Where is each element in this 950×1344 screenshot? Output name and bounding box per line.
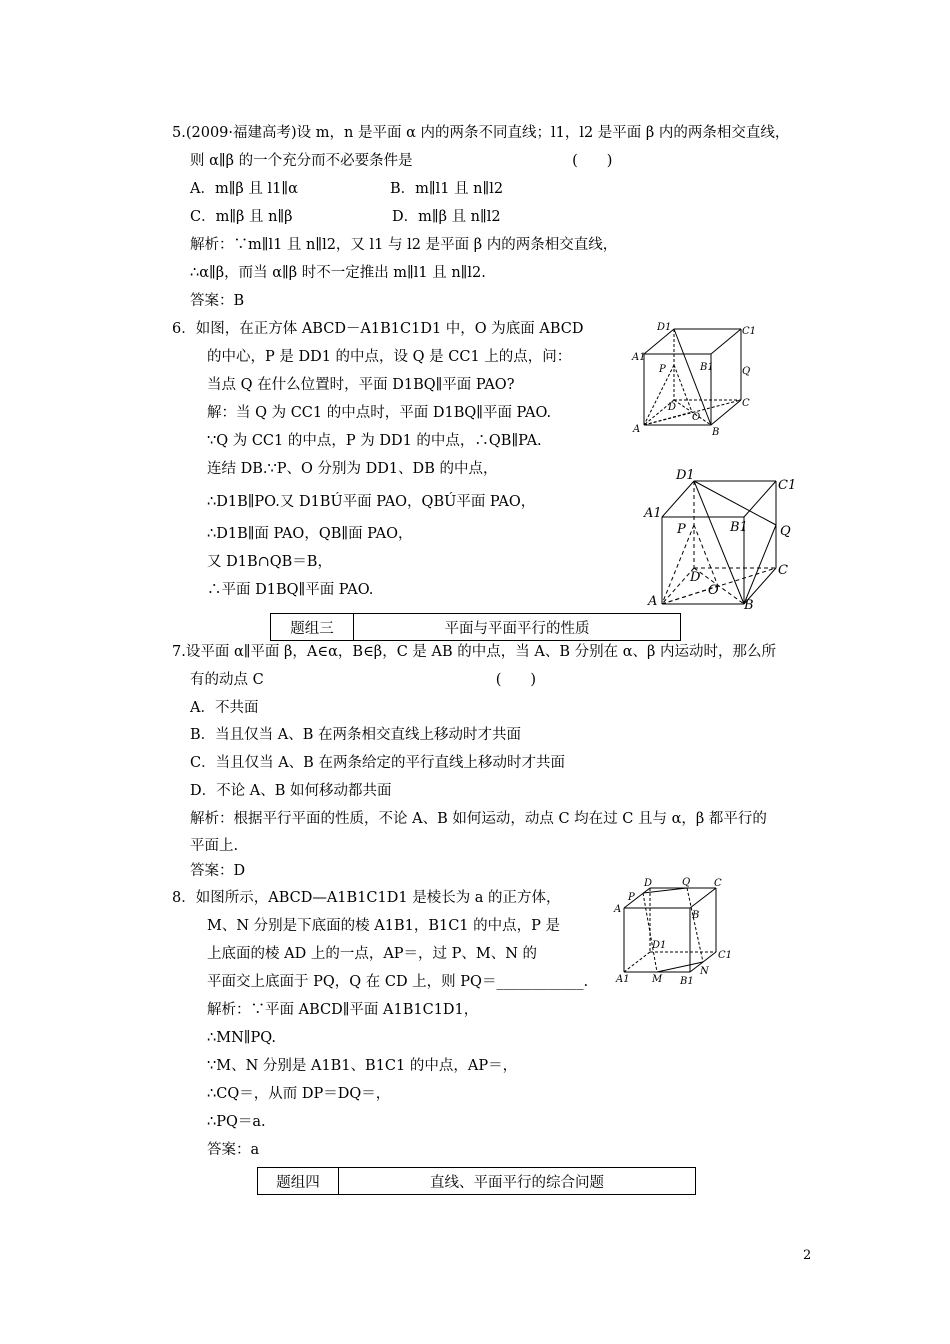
q8-line4: 平面交上底面于 PQ，Q 在 CD 上，则 PQ＝____________.	[207, 974, 589, 990]
fig1-label-a: A	[633, 424, 641, 435]
q7-option-d: D．不论 A、B 如何移动都共面	[190, 783, 392, 799]
fig2-label-b: B	[744, 598, 754, 613]
q8-analysis-1: 解析：∵平面 ABCD∥平面 A1B1C1D1，	[207, 1002, 479, 1018]
q8-answer: 答案：a	[207, 1142, 260, 1158]
fig1-label-b: B	[712, 427, 720, 438]
fig1-label-d1: D1	[657, 322, 672, 333]
section-title: 直线、平面平行的综合问题	[430, 1174, 604, 1191]
fig3-label-c: C	[714, 878, 722, 889]
fig2-label-d1: D1	[676, 468, 695, 483]
fig1-label-c1: C1	[742, 326, 757, 337]
q7-line1: 7.设平面 α∥平面 β，A∈α，B∈β，C 是 AB 的中点，当 A、B 分别在 α、β 内运动时，那么所	[172, 644, 776, 660]
q7-option-b: B．当且仅当 A、B 在两条相交直线上移动时才共面	[190, 727, 521, 743]
q6-line2: 的中心，P 是 DD1 的中点，设 Q 是 CC1 上的点，问：	[207, 349, 572, 365]
q6-solution-6: 又 D1B∩QB＝B，	[207, 554, 332, 570]
q6-line1: 6．如图，在正方体 ABCD－A1B1C1D1 中，O 为底面 ABCD	[172, 321, 584, 337]
fig1-label-b1: B1	[700, 362, 714, 373]
section-group-label: 题组四	[258, 1168, 339, 1194]
cube-figure-q8	[614, 876, 744, 986]
q8-line1: 8．如图所示，ABCD—A1B1C1D1 是棱长为 a 的正方体，	[172, 890, 561, 906]
fig3-label-d1: D1	[652, 940, 667, 951]
section-group-label: 题组三	[271, 614, 354, 640]
fig3-label-q: Q	[682, 877, 691, 888]
section-header-group3	[270, 613, 681, 641]
q7-option-a: A．不共面	[190, 700, 259, 716]
fig2-label-o: O	[708, 583, 719, 598]
fig3-label-m: M	[652, 974, 663, 985]
fig2-label-a: A	[648, 594, 658, 609]
q7-option-c: C．当且仅当 A、B 在两条给定的平行直线上移动时才共面	[190, 755, 565, 771]
q5-option-a: A．m∥β 且 l1∥α	[190, 181, 298, 197]
q7-analysis-2: 平面上.	[190, 838, 239, 854]
q5-option-d: D．m∥β 且 n∥l2	[392, 209, 501, 225]
fig1-label-p: P	[659, 364, 666, 375]
q8-analysis-3: ∵M、N 分别是 A1B1、B1C1 的中点，AP＝，	[207, 1058, 518, 1074]
q6-solution-3: 连结 DB.∵P、O 分别为 DD1、DB 的中点，	[207, 461, 498, 477]
fig2-label-q: Q	[780, 524, 791, 539]
q5-option-c: C．m∥β 且 n∥β	[190, 209, 293, 225]
fig3-label-c1: C1	[718, 950, 733, 961]
fig3-label-p: P	[628, 892, 635, 903]
page-number: 2	[803, 1248, 812, 1263]
fig1-label-q: Q	[742, 366, 751, 377]
fig3-label-n: N	[700, 966, 709, 977]
q5-analysis-2: ∴α∥β，而当 α∥β 时不一定推出 m∥l1 且 n∥l2.	[190, 265, 486, 281]
q6-solution-5: ∴D1B∥面 PAO，QB∥面 PAO，	[207, 526, 413, 542]
fig3-label-b: B	[692, 910, 700, 921]
q8-line3: 上底面的棱 AD 上的一点，AP＝，过 P、M、N 的	[207, 946, 538, 962]
fig2-label-d: D	[690, 570, 701, 585]
q7-answer: 答案：D	[190, 863, 246, 879]
q5-line2: 则 α∥β 的一个充分而不必要条件是 ( )	[190, 153, 613, 169]
section-header-group4	[257, 1167, 696, 1195]
q6-solution-2: ∵Q 为 CC1 的中点，P 为 DD1 的中点，∴QB∥PA.	[207, 433, 542, 449]
q8-line2: M、N 分别是下底面的棱 A1B1，B1C1 的中点，P 是	[207, 918, 561, 934]
q5-answer: 答案：B	[190, 293, 245, 309]
section-title: 平面与平面平行的性质	[444, 620, 590, 637]
q5-analysis-1: 解析：∵m∥l1 且 n∥l2，又 l1 与 l2 是平面 β 内的两条相交直线，	[190, 237, 618, 253]
q7-line2: 有的动点 C ( )	[190, 672, 537, 688]
q8-analysis-2: ∴MN∥PQ.	[207, 1030, 276, 1046]
fig1-label-d: D	[668, 402, 677, 413]
fig2-label-c1: C1	[778, 478, 797, 493]
q6-line3: 当点 Q 在什么位置时，平面 D1BQ∥平面 PAO?	[207, 377, 515, 393]
fig2-label-c: C	[778, 563, 788, 578]
q8-analysis-5: ∴PQ＝a.	[207, 1114, 266, 1130]
fig1-label-a1: A1	[632, 352, 646, 363]
fig3-label-a: A	[614, 904, 622, 915]
fig1-label-o: O	[692, 412, 701, 423]
q6-solution-1: 解：当 Q 为 CC1 的中点时，平面 D1BQ∥平面 PAO.	[207, 405, 552, 421]
fig3-label-d: D	[644, 878, 653, 889]
fig2-label-b1: B1	[730, 520, 748, 535]
q8-analysis-4: ∴CQ＝，从而 DP＝DQ＝，	[207, 1086, 391, 1102]
fig3-label-a1: A1	[616, 974, 630, 985]
q6-solution-4: ∴D1B∥PO.又 D1BÚ平面 PAO，QBÚ平面 PAO，	[207, 494, 536, 510]
fig3-label-b1: B1	[680, 976, 694, 987]
cube-figure-q6-small	[630, 318, 760, 436]
q6-solution-7: ∴平面 D1BQ∥平面 PAO.	[207, 582, 374, 598]
fig1-label-c: C	[742, 398, 750, 409]
q5-line1: 5.(2009·福建高考)设 m，n 是平面 α 内的两条不同直线；l1，l2 是平面 β 内的两条相交直线，	[172, 125, 790, 141]
fig2-label-p: P	[677, 522, 686, 537]
q5-option-b: B．m∥l1 且 n∥l2	[390, 181, 504, 197]
q7-analysis-1: 解析：根据平行平面的性质，不论 A、B 如何运动，动点 C 均在过 C 且与 α，β 都平行的	[190, 811, 767, 827]
fig2-label-a1: A1	[644, 506, 662, 521]
cube-figure-q6-large	[640, 465, 800, 615]
